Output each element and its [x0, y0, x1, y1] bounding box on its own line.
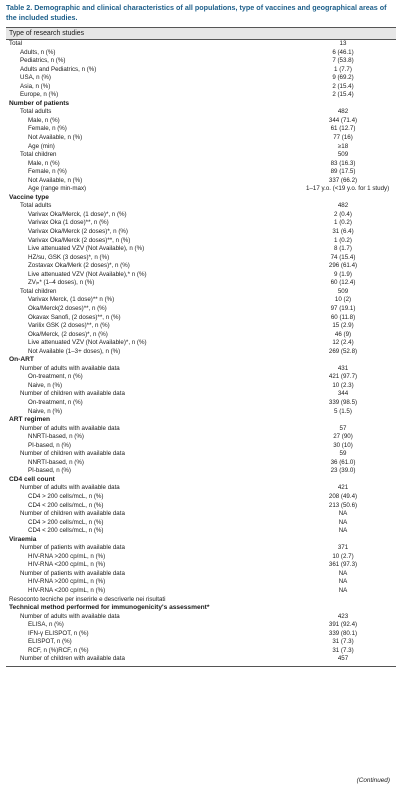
row-label: Age (range min-max)	[28, 185, 87, 193]
row-label: Total children	[20, 287, 57, 295]
table-row	[6, 66, 396, 75]
table-row	[6, 228, 396, 237]
table-row	[6, 151, 396, 160]
row-value: 339 (98.5)	[328, 398, 358, 406]
row-value: 5 (1.5)	[334, 407, 352, 415]
row-label: Okavax Sanofi, (2 doses)**, n (%)	[28, 313, 121, 321]
row-label: Live attenuated VZV (Not Available)*, n (%)	[28, 339, 147, 347]
row-value: 77 (16)	[333, 134, 353, 142]
row-label: Number of children with available data	[20, 450, 125, 458]
row-label: Number of adults with available data	[20, 612, 120, 620]
row-label: Total adults	[20, 202, 52, 210]
table-row	[6, 647, 396, 656]
table-bottom-rule	[6, 666, 396, 667]
table-row	[6, 314, 396, 323]
row-label: HZ/su, GSK (3 doses)*, n (%)	[28, 253, 110, 261]
row-label: On-ART	[9, 356, 34, 364]
table-row	[6, 219, 396, 228]
table-row	[6, 117, 396, 126]
table-row	[6, 433, 396, 442]
row-label: Number of children with available data	[20, 510, 125, 518]
row-label: HIV-RNA >200 cp/mL, n (%)	[28, 552, 106, 560]
row-value: NA	[338, 518, 348, 526]
row-value: 10 (2.7)	[332, 552, 354, 560]
row-value: 1 (0.2)	[334, 236, 352, 244]
row-label: Male, n (%)	[28, 159, 60, 167]
row-value: 1–17 y.o. (<19 y.o. for 1 study)	[306, 185, 390, 193]
row-label: Number of adults with available data	[20, 424, 120, 432]
table-row	[6, 442, 396, 451]
row-value: 23 (39.0)	[330, 467, 356, 475]
row-value: 337 (66.2)	[328, 176, 358, 184]
row-value: 46 (9)	[334, 330, 352, 338]
row-label: Number of children with available data	[20, 655, 125, 663]
row-label: Varivax Oka/Merck (2 doses)*, n (%)	[28, 228, 128, 236]
row-label: Live attenuated VZV (Not Available), n (%)	[28, 245, 145, 253]
row-value: 31 (7.3)	[332, 638, 354, 646]
table-row	[6, 570, 396, 579]
table-row	[6, 83, 396, 92]
row-label: ZVᵢₙ* (1–4 doses), n (%)	[28, 279, 95, 287]
table-row	[6, 638, 396, 647]
row-label: Age (min)	[28, 142, 55, 150]
row-value: 31 (6.4)	[332, 228, 354, 236]
row-value: 31 (7.3)	[332, 646, 354, 654]
row-label: Zostavax Oka/Merk (2 doses)*, n (%)	[28, 262, 130, 270]
table-row	[6, 168, 396, 177]
section-header-row	[6, 476, 396, 485]
row-label: HIV-RNA <200 cp/mL, n (%)	[28, 561, 106, 569]
section-header-row	[6, 416, 396, 425]
table-row	[6, 553, 396, 562]
row-value: 509	[337, 151, 349, 159]
row-label: Number of patients with available data	[20, 569, 125, 577]
section-header-row	[6, 194, 396, 203]
table-row	[6, 108, 396, 117]
row-value: 269 (52.8)	[328, 347, 358, 355]
table-row	[6, 596, 396, 605]
table-row	[6, 202, 396, 211]
continued-note: (Continued)	[356, 777, 390, 784]
row-value: 10 (2)	[334, 296, 352, 304]
row-label: CD4 > 200 cells/mcL, n (%)	[28, 492, 104, 500]
row-value: 391 (92.4)	[328, 621, 358, 629]
row-label: Not Available (1–3+ doses), n (%)	[28, 347, 121, 355]
row-value: 208 (49.4)	[328, 492, 358, 500]
row-label: IFN-γ ELISPOT, n (%)	[28, 629, 89, 637]
row-label: NNRTI-based, n (%)	[28, 458, 84, 466]
row-label: Vaccine type	[9, 193, 49, 201]
table-row	[6, 425, 396, 434]
table-row	[6, 211, 396, 220]
row-label: Varivax Oka/Merck (2 doses)**, n (%)	[28, 236, 131, 244]
table-row	[6, 527, 396, 536]
row-label: Varivax Oka (1 dose)**, n (%)	[28, 219, 109, 227]
row-value: 6 (46.1)	[332, 48, 354, 56]
table-row	[6, 254, 396, 263]
table-header: Type of research studies	[6, 27, 396, 40]
table-row	[6, 331, 396, 340]
row-label: Adults, n (%)	[20, 48, 56, 56]
row-label: Varivax Merck, (1 dose)** n (%)	[28, 296, 115, 304]
row-value: 2 (15.4)	[332, 91, 354, 99]
table-row	[6, 49, 396, 58]
table-row	[6, 177, 396, 186]
row-value: 344 (71.4)	[328, 116, 358, 124]
row-value: 482	[337, 108, 349, 116]
row-label: Number of patients	[9, 99, 70, 107]
table-row	[6, 237, 396, 246]
row-value: 344	[337, 390, 349, 398]
row-label: Not Available, n (%)	[28, 134, 83, 142]
row-label: Pediatrics, n (%)	[20, 57, 66, 65]
row-label: Number of patients with available data	[20, 544, 125, 552]
table-row	[6, 561, 396, 570]
row-value: 457	[337, 655, 349, 663]
table-row	[6, 322, 396, 331]
row-label: Technical method performed for immunogenicity's assessment*	[9, 604, 210, 612]
row-label: ELISA, n (%)	[28, 621, 64, 629]
table-row	[6, 587, 396, 596]
row-value: 2 (0.4)	[334, 210, 352, 218]
row-value: 509	[337, 287, 349, 295]
table-row	[6, 296, 396, 305]
row-label: On-treatment, n (%)	[28, 398, 83, 406]
row-value: 482	[337, 202, 349, 210]
row-label: Total children	[20, 151, 57, 159]
row-label: Male, n (%)	[28, 116, 60, 124]
row-label: Asia, n (%)	[20, 82, 51, 90]
row-label: PI-based, n (%)	[28, 467, 71, 475]
table-row	[6, 630, 396, 639]
row-label: CD4 < 200 cells/mcL, n (%)	[28, 501, 104, 509]
table-row	[6, 510, 396, 519]
table-row	[6, 288, 396, 297]
row-label: Naive, n (%)	[28, 407, 63, 415]
row-value: 57	[339, 424, 347, 432]
row-label: Total adults	[20, 108, 52, 116]
row-label: HIV-RNA >200 cp/mL, n (%)	[28, 578, 106, 586]
table-row	[6, 262, 396, 271]
row-value: 59	[339, 450, 347, 458]
table-row	[6, 390, 396, 399]
row-value: 36 (61.0)	[330, 458, 356, 466]
section-header-row	[6, 356, 396, 365]
table-row	[6, 450, 396, 459]
table-row	[6, 519, 396, 528]
section-header-row	[6, 536, 396, 545]
caption-label: Table 2.	[6, 3, 33, 12]
table-row	[6, 544, 396, 553]
table-row	[6, 578, 396, 587]
row-label: Number of adults with available data	[20, 484, 120, 492]
row-value: NA	[338, 578, 348, 586]
row-value: 296 (61.4)	[328, 262, 358, 270]
table-row	[6, 245, 396, 254]
table-row	[6, 613, 396, 622]
row-value: 10 (2.3)	[332, 381, 354, 389]
row-label: CD4 > 200 cells/mcL, n (%)	[28, 518, 104, 526]
table-row	[6, 40, 396, 49]
table-row	[6, 459, 396, 468]
row-value: 27 (90)	[333, 433, 353, 441]
table-row	[6, 125, 396, 134]
row-label: Adults and Pediatrics, n (%)	[20, 65, 97, 73]
table-row	[6, 502, 396, 511]
row-value: 361 (97.3)	[328, 561, 358, 569]
row-value: 1 (7.7)	[334, 65, 352, 73]
section-header-row	[6, 604, 396, 613]
table-body	[6, 40, 396, 664]
row-value: NA	[338, 587, 348, 594]
row-value: 30 (10)	[333, 441, 353, 449]
row-value: 13	[339, 40, 347, 47]
row-label: NNRTI-based, n (%)	[28, 433, 84, 441]
row-value: 15 (2.9)	[332, 322, 354, 330]
table-row	[6, 143, 396, 152]
row-value: 423	[337, 612, 349, 620]
row-value: 339 (80.1)	[328, 629, 358, 637]
row-value: 61 (12.7)	[330, 125, 356, 133]
table-row	[6, 382, 396, 391]
row-value: 89 (17.5)	[330, 168, 356, 176]
table-row	[6, 655, 396, 664]
row-label: Resoconto tecniche per inserirle e descriverle nei risultati	[9, 595, 166, 603]
row-value: 97 (19.1)	[330, 304, 356, 312]
row-value: 7 (53.8)	[332, 57, 354, 65]
row-value: 2 (15.4)	[332, 82, 354, 90]
table-row	[6, 339, 396, 348]
row-label: CD4 cell count	[9, 475, 55, 483]
row-value: 371	[337, 544, 349, 552]
table-row	[6, 399, 396, 408]
table-row	[6, 467, 396, 476]
row-value: ≥18	[337, 142, 349, 150]
table-row	[6, 279, 396, 288]
row-value: NA	[338, 510, 348, 518]
row-label: Number of adults with available data	[20, 364, 120, 372]
row-label: Varilix GSK (2 doses)**, n (%)	[28, 322, 110, 330]
table-row	[6, 484, 396, 493]
row-value: 421 (97.7)	[328, 373, 358, 381]
row-value: 12 (2.4)	[332, 339, 354, 347]
table-row	[6, 408, 396, 417]
row-label: Europe, n (%)	[20, 91, 59, 99]
row-label: PI-based, n (%)	[28, 441, 71, 449]
row-label: ELISPOT, n (%)	[28, 638, 72, 646]
caption-text: Demographic and clinical characteristics of all populations, type of vaccines and geographical areas of the included studies.	[6, 3, 387, 22]
row-value: NA	[338, 569, 348, 577]
row-label: On-treatment, n (%)	[28, 373, 83, 381]
row-value: NA	[338, 527, 348, 535]
row-label: Total	[9, 40, 23, 47]
row-value: 83 (16.3)	[330, 159, 356, 167]
table-row	[6, 621, 396, 630]
row-value: 421	[337, 484, 349, 492]
row-value: 9 (69.2)	[332, 74, 354, 82]
table-row	[6, 57, 396, 66]
table-row	[6, 134, 396, 143]
table-row	[6, 185, 396, 194]
row-label: Female, n (%)	[28, 168, 67, 176]
section-header-row	[6, 100, 396, 109]
table-row	[6, 91, 396, 100]
table-row	[6, 373, 396, 382]
row-value: 431	[337, 364, 349, 372]
table-row	[6, 493, 396, 502]
row-label: Live attenuated VZV (Not Available),* n (%)	[28, 270, 147, 278]
row-value: 60 (11.8)	[330, 313, 356, 321]
row-value: 60 (12.4)	[330, 279, 356, 287]
row-label: USA, n (%)	[20, 74, 51, 82]
row-value: 213 (50.6)	[328, 501, 358, 509]
row-label: ART regimen	[9, 416, 51, 424]
table-caption	[6, 3, 394, 23]
table-row	[6, 74, 396, 83]
table-row	[6, 348, 396, 357]
row-label: Not Available, n (%)	[28, 176, 83, 184]
row-label: Viraemia	[9, 535, 37, 543]
characteristics-table	[6, 27, 396, 667]
row-label: Naive, n (%)	[28, 381, 63, 389]
table-row	[6, 160, 396, 169]
row-label: Oka/Merck(2 doses)**, n (%)	[28, 304, 107, 312]
row-label: HIV-RNA <200 cp/mL, n (%)	[28, 587, 106, 594]
table-row	[6, 365, 396, 374]
row-label: Oka/Merck, (2 doses)*, n (%)	[28, 330, 108, 338]
row-label: Varivax Oka/Merck, (1 dose)*, n (%)	[28, 210, 127, 218]
row-value: 9 (1.9)	[334, 270, 352, 278]
row-value: 1 (0.2)	[334, 219, 352, 227]
table-row	[6, 305, 396, 314]
table-row	[6, 271, 396, 280]
row-value: 8 (1.7)	[334, 245, 352, 253]
row-value: 74 (15.4)	[330, 253, 356, 261]
row-label: Female, n (%)	[28, 125, 67, 133]
row-label: RCF, n (%)RCF, n (%)	[28, 646, 89, 654]
row-label: CD4 < 200 cells/mcL, n (%)	[28, 527, 104, 535]
row-label: Number of children with available data	[20, 390, 125, 398]
